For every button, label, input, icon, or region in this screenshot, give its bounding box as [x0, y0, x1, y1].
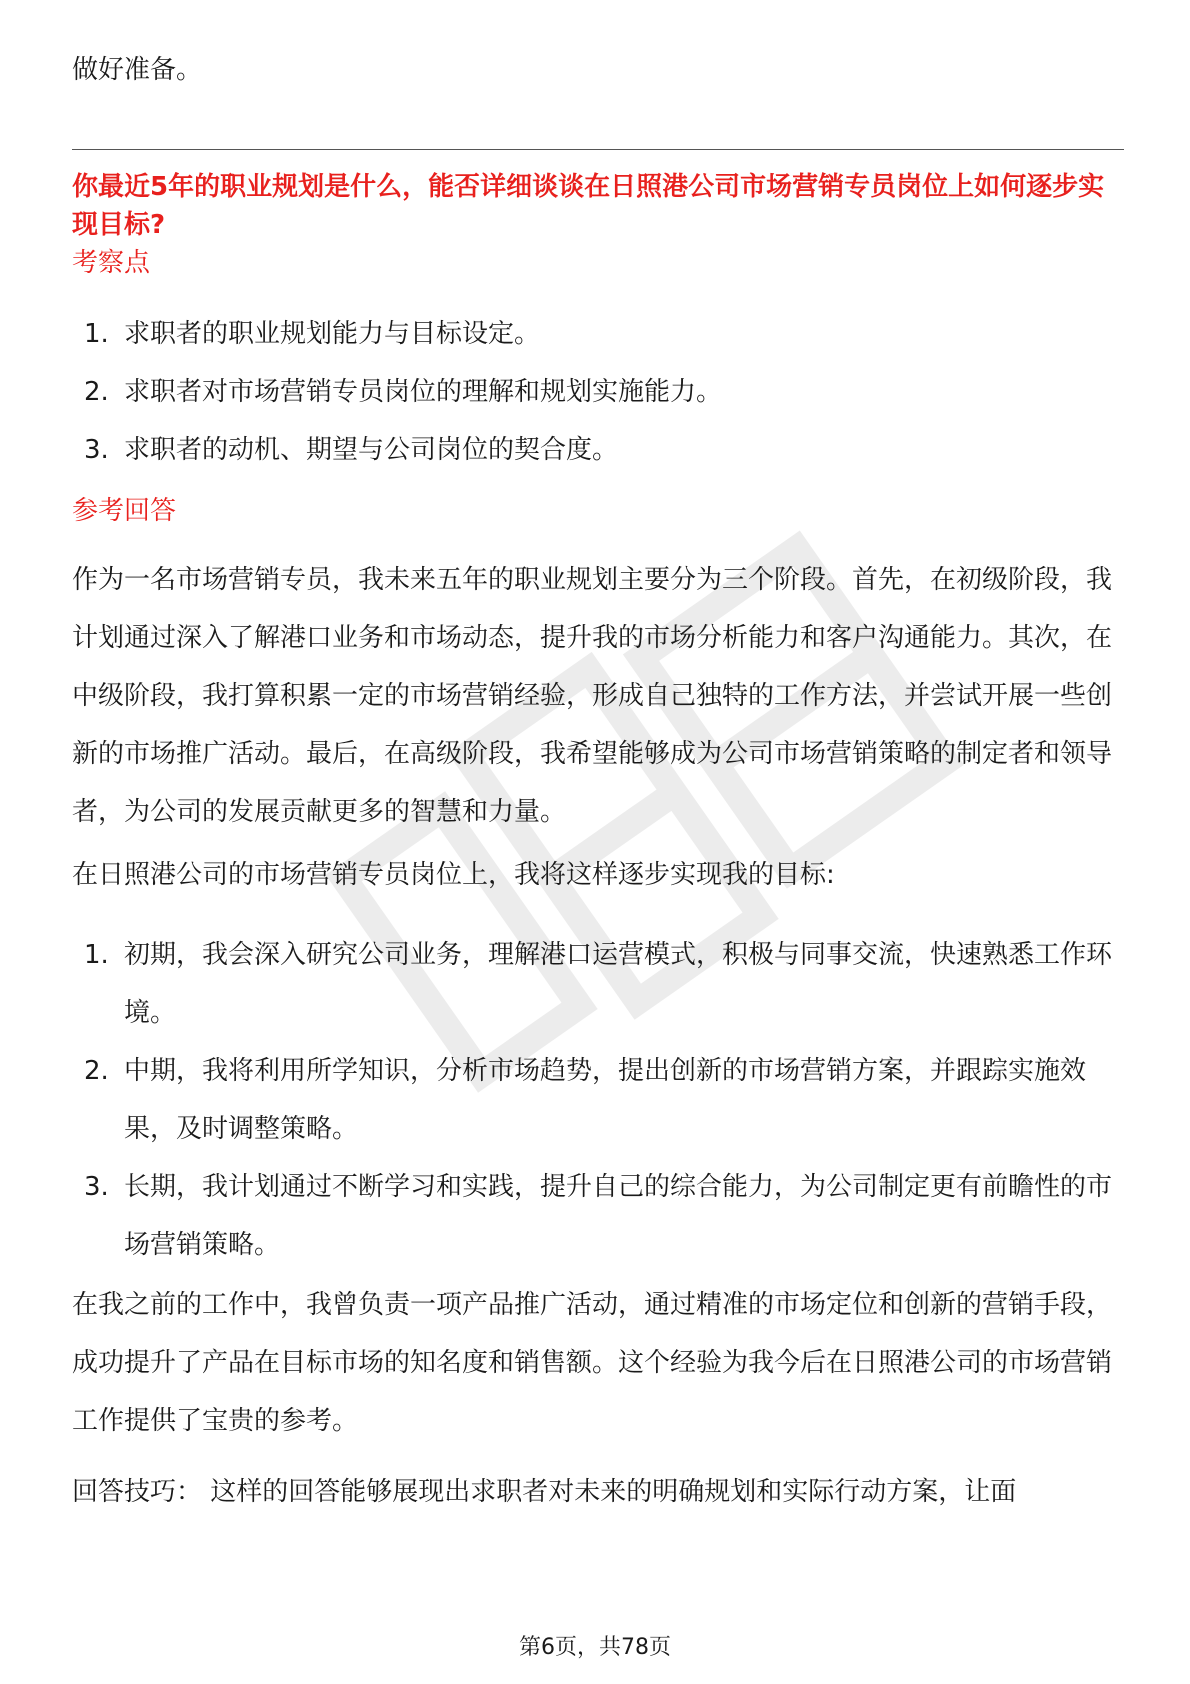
list-item-number: 2.: [84, 377, 109, 407]
list-item-text: 求职者对市场营销专员岗位的理解和规划实施能力。: [124, 377, 723, 407]
list-item-number: 3.: [84, 1172, 109, 1202]
list-item-text: 初期，我会深入研究公司业务，理解港口运营模式，积极与同事交流，快速熟悉工作环境。: [124, 940, 1113, 1028]
assessment-points-list: [72, 305, 1124, 479]
list-item: [72, 421, 1124, 479]
list-item-text: 长期，我计划通过不断学习和实践，提升自己的综合能力，为公司制定更有前瞻性的市场营销策略。: [124, 1172, 1113, 1260]
list-item-text: 中期，我将利用所学知识，分析市场趋势，提出创新的市场营销方案，并跟踪实施效果，及时调整策略。: [124, 1056, 1087, 1144]
answer-paragraph-2: 在日照港公司的市场营销专员岗位上，我将这样逐步实现我的目标:: [72, 860, 835, 890]
list-item-number: 1.: [84, 940, 109, 970]
answer-paragraph-3: 在我之前的工作中，我曾负责一项产品推广活动，通过精准的市场定位和创新的营销手段，成功提升了产品在目标市场的知名度和销售额。这个经验为我今后在日照港公司的市场营销工作提供了宝贵的参考。: [72, 1290, 1113, 1436]
intro-tail-text: 做好准备。: [72, 55, 203, 85]
list-item-number: 1.: [84, 319, 109, 349]
list-item: [72, 363, 1124, 421]
list-item-number: 2.: [84, 1056, 109, 1086]
section-title-reference-answer: 参考回答: [72, 496, 177, 526]
list-item: [72, 926, 1124, 1042]
answer-steps-list: [72, 926, 1124, 1274]
answer-paragraph-1: 作为一名市场营销专员，我未来五年的职业规划主要分为三个阶段。首先，在初级阶段，我计划通过深入了解港口业务和市场动态，提升我的市场分析能力和客户沟通能力。其次，在中级阶段，我打算积累一定的市场营销经验，形成自己独特的工作方法，并尝试开展一些创新的市场推广活动。最后，在高级阶段，我希望能够成为公司市场营销策略的制定者和领导者，为公司的发展贡献更多的智慧和力量。: [72, 565, 1113, 827]
document-page: [72, 0, 1124, 1684]
question-heading: 你最近5年的职业规划是什么，能否详细谈谈在日照港公司市场营销专员岗位上如何逐步实现目标?: [72, 172, 1105, 240]
list-item: [72, 1158, 1124, 1274]
section-title-assessment-points: 考察点: [72, 248, 151, 278]
list-item-text: 求职者的职业规划能力与目标设定。: [124, 319, 541, 349]
page-number-footer: 第6页，共78页: [519, 1635, 671, 1660]
section-divider: [72, 149, 1124, 150]
list-item-text: 求职者的动机、期望与公司岗位的契合度。: [124, 435, 619, 465]
list-item: [72, 305, 1124, 363]
list-item-number: 3.: [84, 435, 109, 465]
answer-tips-paragraph: 回答技巧： 这样的回答能够展现出求职者对未来的明确规划和实际行动方案，让面: [72, 1477, 1017, 1507]
list-item: [72, 1042, 1124, 1158]
